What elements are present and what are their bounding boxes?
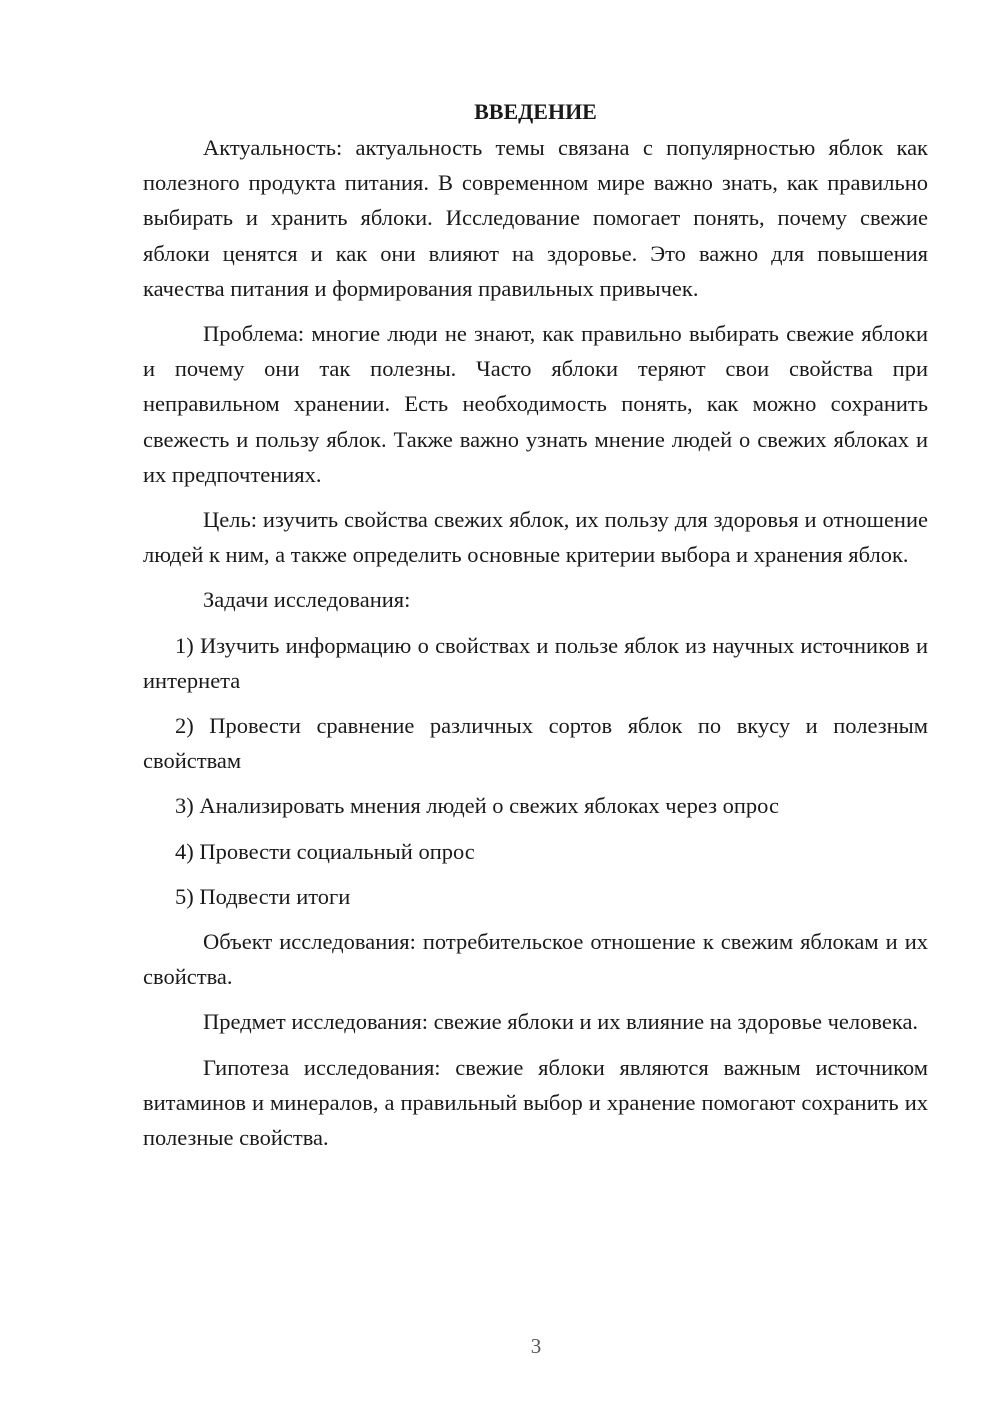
tasks-heading: Задачи исследования: [203, 587, 411, 613]
hypothesis-paragraph: Гипотеза исследования: свежие яблоки являются важным источником витаминов и минералов, а правильный выбор и хранение помогают сохранить их полезные свойства. [143, 1054, 928, 1151]
task-item-4: 4) Провести социальный опрос [175, 838, 475, 864]
relevance-paragraph: Актуальность: актуальность темы связана с популярностью яблок как полезного продукта питания. В современном мире важно знать, как правильно выбирать и хранить яблоки. Исследование помогает понять, почему свежие яблоки ценятся и как они влияют на здоровье. Это важно для повышения качества питания и формирования правильных привычек. [143, 135, 928, 301]
subject-paragraph: Предмет исследования: свежие яблоки и их влияние на здоровье человека. [203, 1009, 919, 1035]
task-item-3: 3) Анализировать мнения людей о свежих яблоках через опрос [175, 793, 779, 819]
task-item-5: 5) Подвести итоги [175, 883, 351, 909]
problem-paragraph: Проблема: многие люди не знают, как правильно выбирать свежие яблоки и почему они так полезны. Часто яблоки теряют свои свойства при неправильном хранении. Есть необходимость понять, как можно сохранить свежесть и пользу яблок. Также важно узнать мнение людей о свежих яблоках и их предпочтениях. [143, 321, 928, 487]
goal-paragraph: Цель: изучить свойства свежих яблок, их пользу для здоровья и отношение людей к ним, а также определить основные критерии выбора и хранения яблок. [143, 507, 928, 568]
page-content [143, 94, 928, 1165]
object-paragraph: Объект исследования: потребительское отношение к свежим яблокам и их свойства. [143, 929, 928, 990]
task-item-2: 2) Провести сравнение различных сортов яблок по вкусу и полезным свойствам [143, 713, 928, 774]
page-title: ВВЕДЕНИЕ [474, 99, 597, 124]
tasks-list [143, 628, 928, 914]
task-item-1: 1) Изучить информацию о свойствах и пользе яблок из научных источников и интернета [143, 632, 928, 693]
page-number: 3 [530, 1334, 542, 1358]
